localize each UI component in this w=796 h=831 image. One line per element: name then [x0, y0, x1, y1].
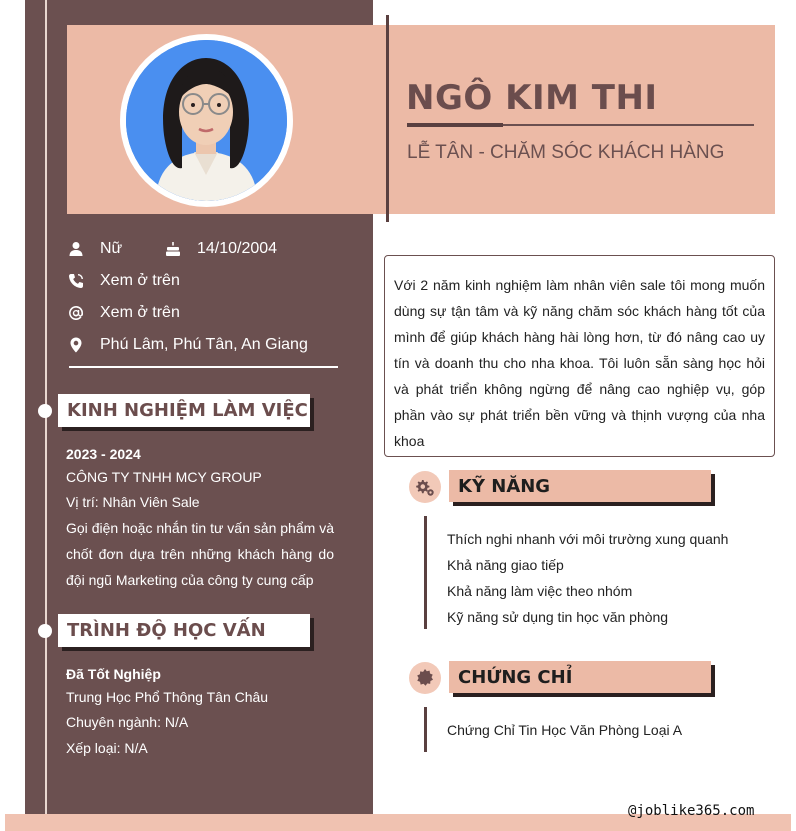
education-school: Trung Học Phổ Thông Tân Châu: [66, 689, 269, 705]
phone-icon: [68, 273, 84, 289]
certificates-vertical-bar: [424, 707, 427, 752]
avatar: [126, 40, 287, 201]
contact-gender: [68, 238, 122, 260]
badge-icon: [415, 668, 435, 688]
experience-position: Vị trí: Nhân Viên Sale: [66, 494, 200, 510]
skills-vertical-bar: [424, 516, 427, 629]
education-heading-text: TRÌNH ĐỘ HỌC VẤN: [67, 620, 266, 641]
education-status: Đã Tốt Nghiệp: [66, 666, 161, 682]
experience-period: 2023 - 2024: [66, 446, 141, 462]
contact-divider: [69, 366, 338, 368]
map-pin-icon: [68, 337, 84, 353]
skills-icon-badge: [409, 471, 441, 503]
experience-description: Gọi điện hoặc nhắn tin tư vấn sản phẩm và chốt đơn dựa trên những khách hàng do đội ngũ Marketing của công ty cung cấp: [66, 520, 334, 588]
job-title: LỄ TÂN - CHĂM SÓC KHÁCH HÀNG: [407, 142, 725, 163]
certificate-item: Chứng Chỉ Tin Học Văn Phòng Loại A: [447, 722, 683, 738]
experience-heading-text: KINH NGHIỆM LÀM VIỆC: [67, 400, 308, 421]
timeline-dot: [38, 404, 52, 418]
certificates-heading: [449, 661, 711, 693]
skill-item: Khả năng làm việc theo nhóm: [447, 583, 633, 599]
timeline-dot: [38, 624, 52, 638]
cake-icon: [165, 241, 181, 257]
education-major: Chuyên ngành: N/A: [66, 714, 189, 730]
certificates-heading-text: CHỨNG CHỈ: [458, 666, 573, 688]
gears-icon: [415, 477, 435, 497]
contact-email: [68, 302, 180, 324]
address-value: Phú Lâm, Phú Tân, An Giang: [100, 336, 308, 353]
gender-value: Nữ: [100, 240, 123, 257]
skills-heading-text: KỸ NĂNG: [458, 475, 551, 497]
candidate-name: NGÔ KIM THI: [406, 78, 658, 118]
skill-item: Kỹ năng sử dụng tin học văn phòng: [447, 609, 669, 625]
experience-company: CÔNG TY TNHH MCY GROUP: [66, 469, 262, 485]
footer-watermark: @joblike365.com: [628, 803, 755, 819]
header-divider: [386, 15, 389, 222]
contact-phone: [68, 270, 180, 292]
skill-item: Thích nghi nhanh với môi trường xung quanh: [447, 531, 729, 547]
contact-address: [68, 334, 308, 356]
skills-heading: [449, 470, 711, 502]
education-heading: [58, 614, 310, 647]
experience-heading: [58, 394, 310, 427]
contact-birthday: [165, 238, 277, 260]
phone-value: Xem ở trên: [100, 272, 180, 289]
education-rank: Xếp loại: N/A: [66, 740, 148, 756]
email-value: Xem ở trên: [100, 304, 180, 321]
summary-text: Với 2 năm kinh nghiệm làm nhân viên sale tôi mong muốn dùng sự tận tâm và kỹ năng chăm sóc khách hàng tốt của mình để giúp khách hàng hài lòng hơn, từ đó nâng cao uy tín và doanh thu cho nha khoa. Tôi luôn sẵn sàng học hỏi và phát triển không ngừng để nâng cao nghiệp vụ, góp phần vào sự phát triển bền vững và thịnh vượng của nha khoa: [394, 277, 765, 449]
at-sign-icon: [68, 305, 84, 321]
person-icon: [68, 241, 84, 257]
skill-item: Khả năng giao tiếp: [447, 557, 564, 573]
name-underline-accent: [407, 123, 503, 127]
certificates-icon-badge: [409, 662, 441, 694]
avatar-portrait-image: [126, 40, 287, 201]
birthday-value: 14/10/2004: [197, 240, 278, 257]
